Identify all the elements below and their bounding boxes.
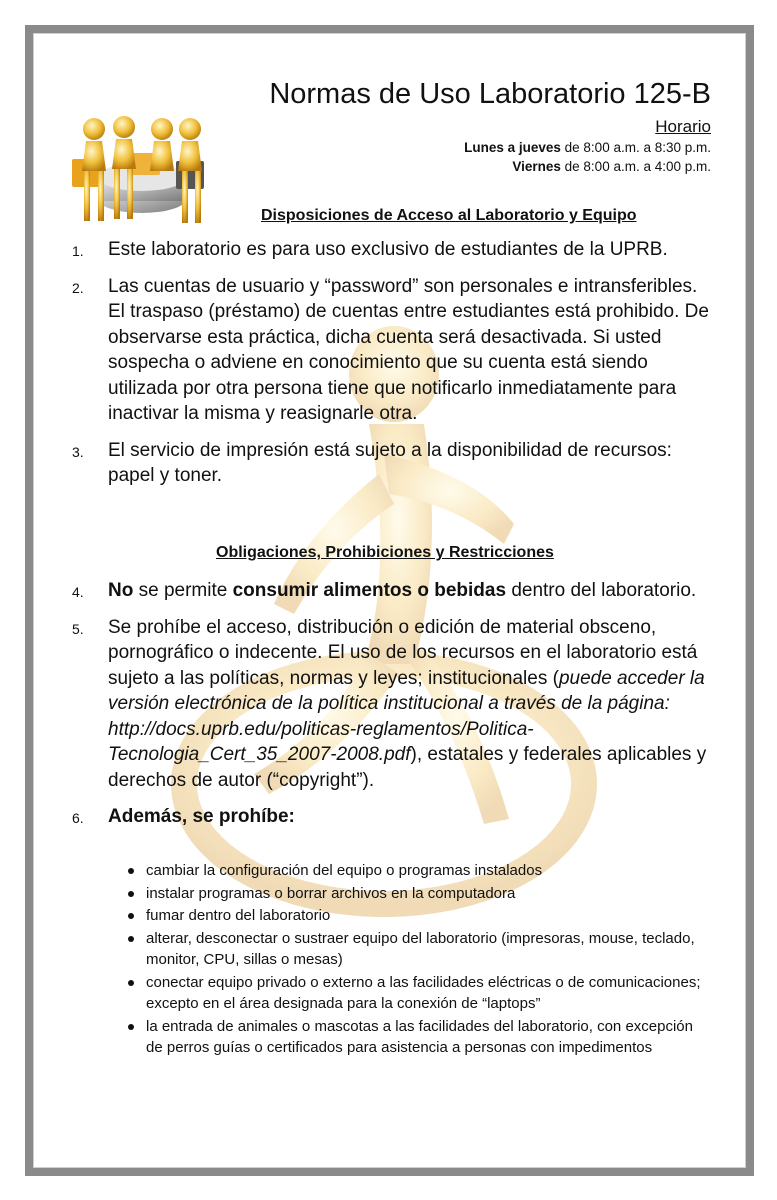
bullet-icon bbox=[128, 1024, 134, 1030]
bullet-item: alterar, desconectar o sustraer equipo del laboratorio (impresoras, mouse, teclado, monitor, CPU, sillas o mesas) bbox=[128, 928, 705, 971]
team-computers-logo bbox=[64, 89, 214, 234]
schedule-label: Horario bbox=[655, 117, 711, 136]
schedule-friday: Viernes de 8:00 a.m. a 4:00 p.m. bbox=[512, 159, 711, 174]
section-access-title: Disposiciones de Acceso al Laboratorio y Equipo bbox=[261, 207, 637, 224]
section-obligations-title: Obligaciones, Prohibiciones y Restricciones bbox=[216, 544, 554, 561]
bullet-item: fumar dentro del laboratorio bbox=[128, 905, 705, 927]
bullet-item: instalar programas o borrar archivos en la computadora bbox=[128, 883, 705, 905]
access-rules-list bbox=[64, 237, 711, 500]
obligation-rules-list bbox=[64, 578, 711, 841]
prohibitions-list bbox=[128, 860, 705, 1060]
bullet-icon bbox=[128, 891, 134, 897]
schedule-weekdays: Lunes a jueves de 8:00 a.m. a 8:30 p.m. bbox=[464, 140, 711, 155]
bullet-item: cambiar la configuración del equipo o programas instalados bbox=[128, 860, 705, 882]
schedule-block bbox=[464, 116, 711, 176]
list-item: 4. No se permite consumir alimentos o bebidas dentro del laboratorio. bbox=[72, 580, 697, 601]
bullet-item: conectar equipo privado o externo a las facilidades eléctricas o de comunicaciones; excepto en el área designada para la conexión de “laptops” bbox=[128, 972, 705, 1015]
page-title: Normas de Uso Laboratorio 125-B bbox=[269, 78, 711, 110]
list-item: 3. El servicio de impresión está sujeto a la disponibilidad de recursos: papel y toner. bbox=[72, 439, 672, 486]
bullet-icon bbox=[128, 868, 134, 874]
bullet-icon bbox=[128, 913, 134, 919]
list-item: 1. Este laboratorio es para uso exclusivo de estudiantes de la UPRB. bbox=[72, 239, 668, 260]
list-item: 2. Las cuentas de usuario y “password” son personales e intransferibles. El traspaso (préstamo) de cuentas entre estudiantes está prohibido. De observarse esta práctica, dicha cuenta será desactivada. Si usted sospecha o adviene en conocimiento que su cuenta está siendo utilizada por otra persona tiene que notificarlo inmediatamente para inactivar la misma y reasignarle otra. bbox=[72, 275, 709, 424]
list-item: 6. Además, se prohíbe: bbox=[72, 806, 295, 827]
bullet-icon bbox=[128, 936, 134, 942]
list-item: 5. Se prohíbe el acceso, distribución o edición de material obsceno, pornográfico o indecente. El uso de los recursos en el laboratorio está sujeto a las políticas, normas y leyes; institucionales (puede acceder la versión electrónica de la política institucional a través de la página: http://docs.uprb.edu/politicas-reglamentos/Politica-Tecnologia_Cert_35_2007-2008.pdf), estatales y federales aplicables y derechos de autor (“copyright”). bbox=[72, 616, 707, 791]
bullet-item: la entrada de animales o mascotas a las facilidades del laboratorio, con excepción de perros guías o certificados para asistencia a personas con impedimentos bbox=[128, 1016, 705, 1059]
page bbox=[33, 33, 746, 1168]
page-border bbox=[25, 25, 754, 1176]
bullet-icon bbox=[128, 980, 134, 986]
